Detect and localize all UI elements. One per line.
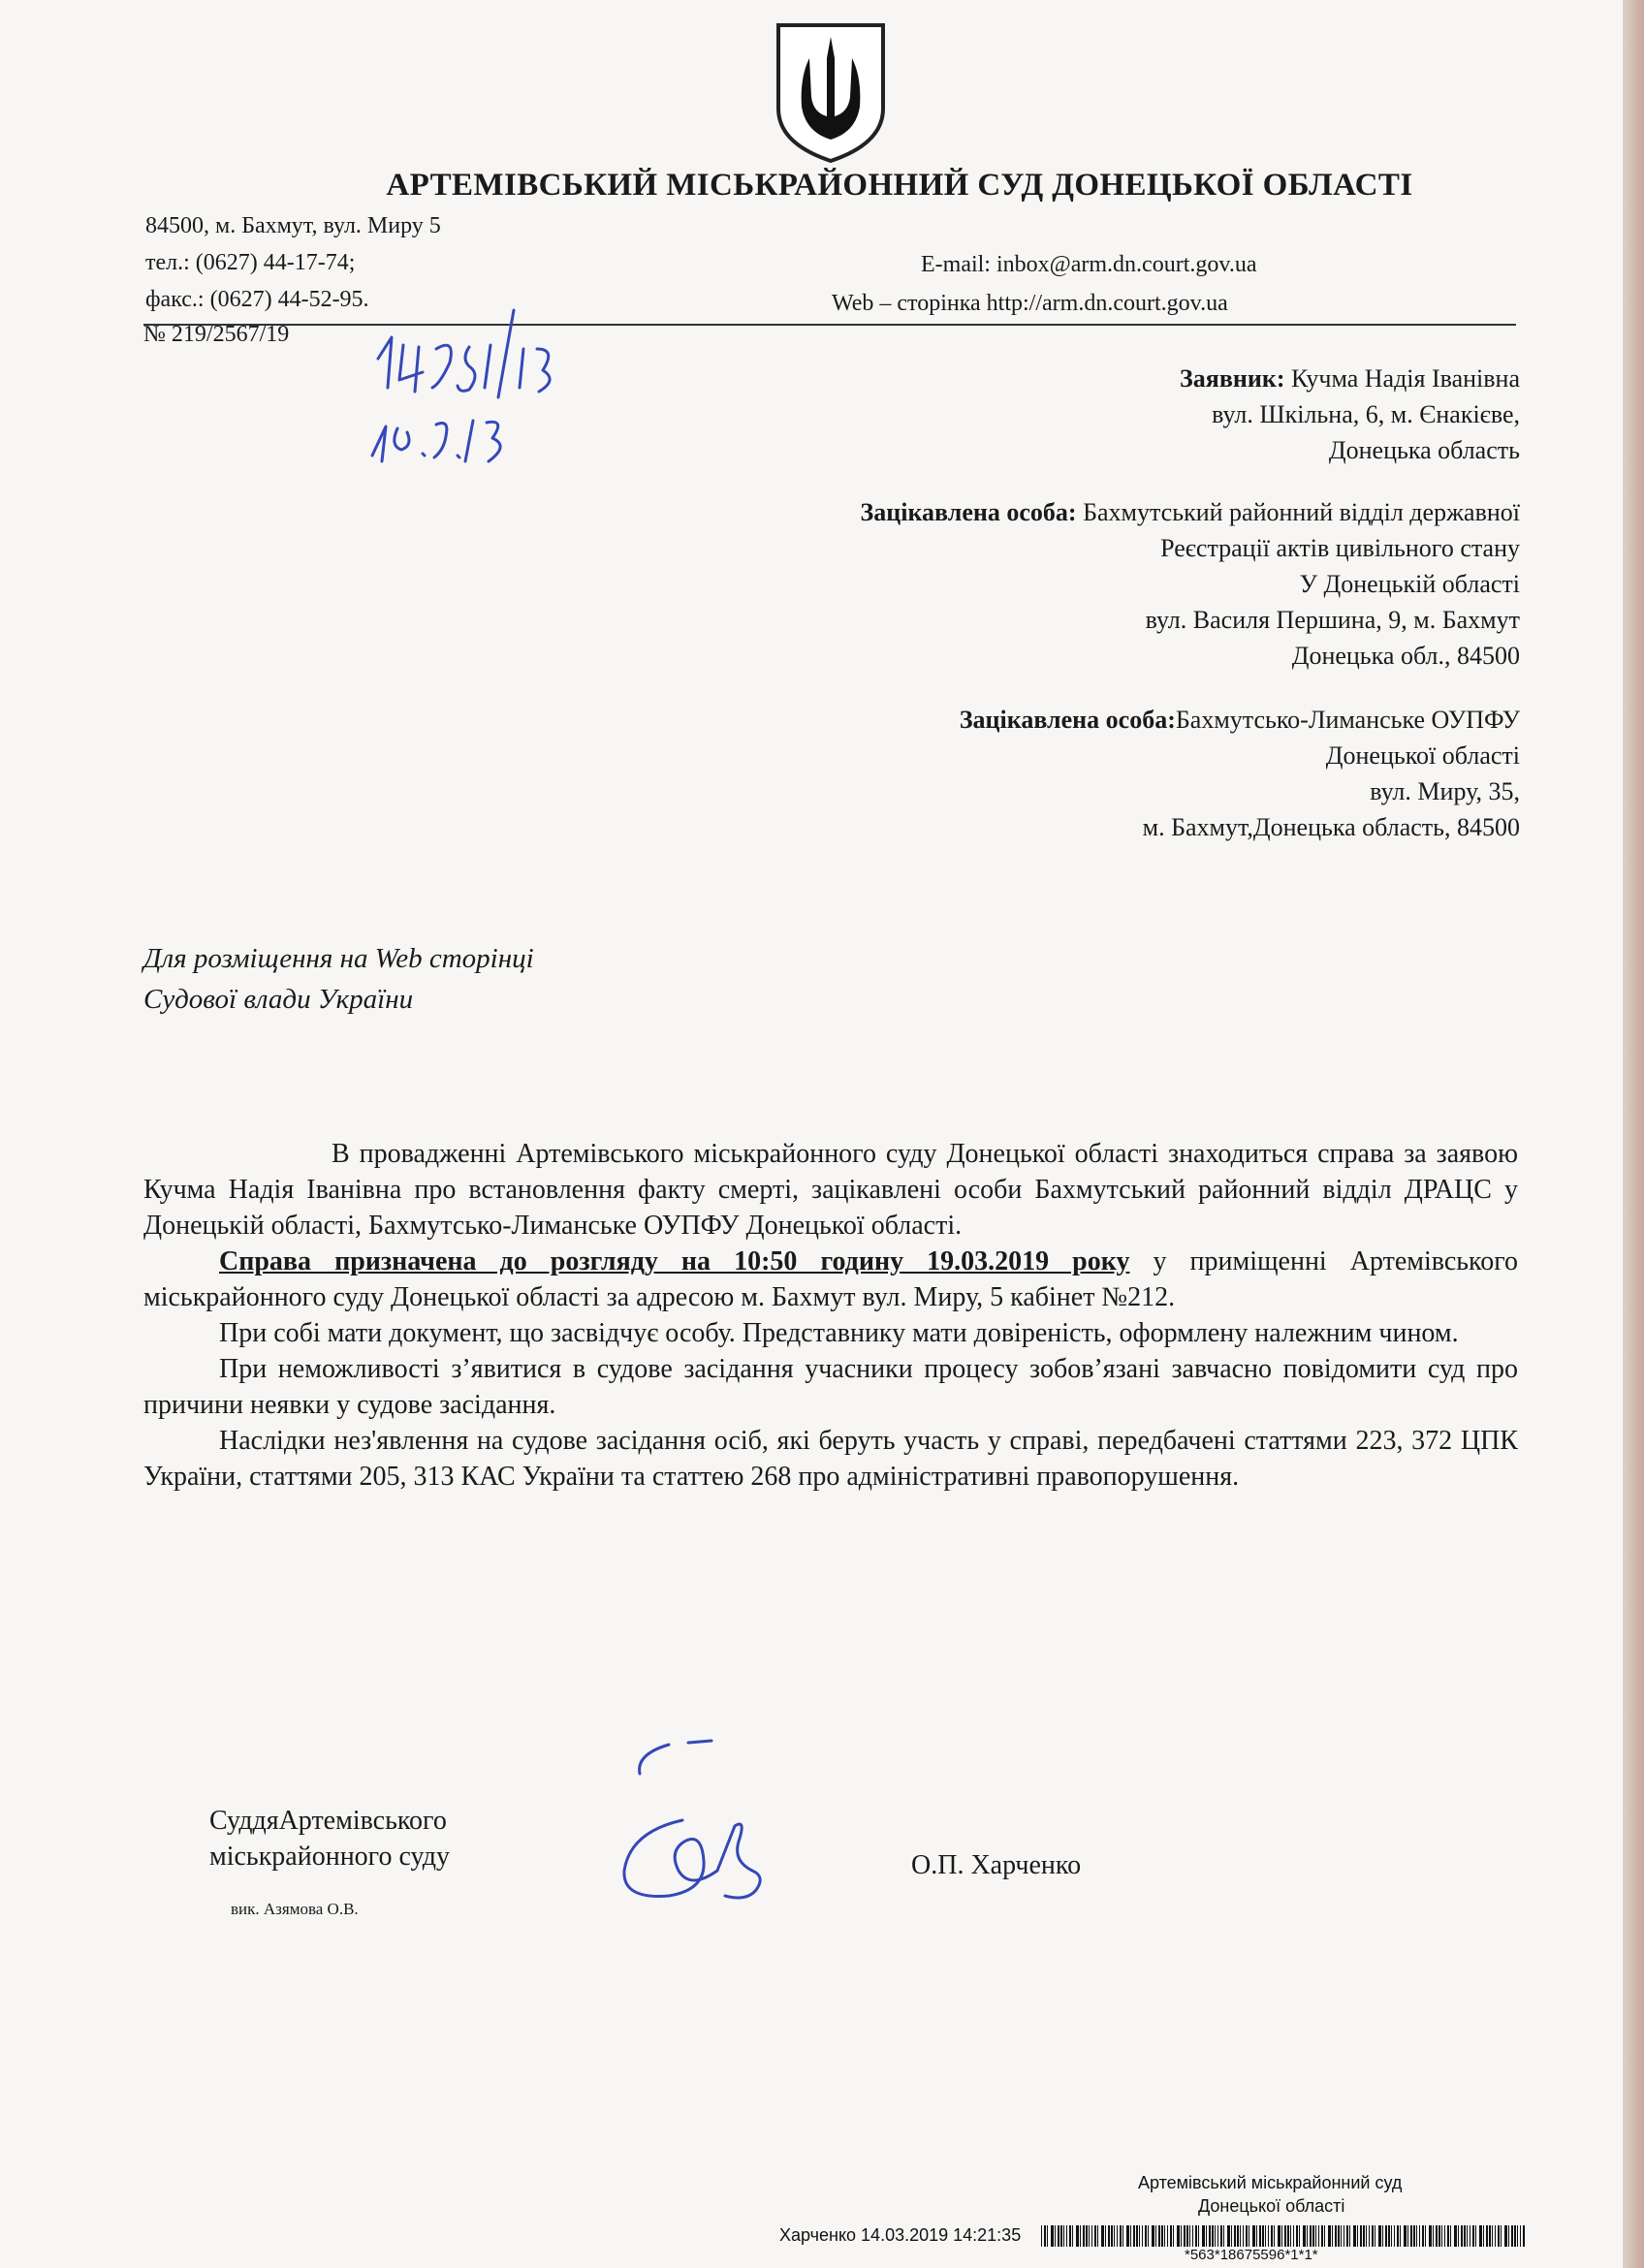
body-paragraph-3: При собі мати документ, що засвідчує особу. Представнику мати довіреність, оформлену належним чином. [219,1318,1459,1348]
interested-1-line4: вул. Василя Першина, 9, м. Бахмут [1145,606,1520,634]
page-edge [1623,0,1644,2268]
court-phone: тел.: (0627) 44-17-74; [145,250,356,275]
judge-signature [611,1725,824,1919]
applicant-region: Донецька область [1328,436,1520,464]
stamp-court-line2: Донецької області [1198,2196,1345,2216]
interested-1-name: Бахмутський районний відділ державної [1083,498,1520,526]
interested-2-line3: вул. Миру, 35, [1370,777,1520,805]
applicant-label: Заявник: [1180,364,1285,393]
placement-note [143,938,534,1020]
judge-name: О.П. Харченко [911,1850,1082,1880]
court-website: Web – сторінка http://arm.dn.court.gov.ua [832,291,1228,316]
body-paragraph-2 [143,1244,1518,1315]
body-paragraph-5: Наслідки нез'явлення на судове засідання осіб, які беруть участь у справі, передбачені статтями 223, 372 ЦПК України, статтями 205, 313 КАС України та статтею 268 про адміністративні правопорушення. [143,1426,1518,1492]
interested-2-line1 [775,702,1520,738]
interested-2-name: Бахмутсько-Лиманське ОУПФУ [1175,706,1520,734]
hearing-date-highlight: Справа призначена до розгляду на 10:50 годину 19.03.2019 року [219,1246,1130,1276]
body-paragraph-1: В провадженні Артемівського міськрайонного суду Донецької області знаходиться справа за заявою Кучма Надія Іванівна про встановлення факту смерті, зацікавлені особи Бахмутський районний відділ ДРАЦС у Донецькій області, Бахмутсько-Лиманське ОУПФУ Донецької області. [143,1139,1518,1241]
stamp-signer-time: Харченко 14.03.2019 14:21:35 [779,2225,1022,2245]
interested-2-line2: Донецької області [1325,741,1520,770]
handwritten-registration-mark [368,291,562,465]
interested-1-line3: У Донецькій області [1299,570,1520,598]
applicant-block [872,361,1520,468]
notice-body [143,1136,1518,1495]
judge-title-line2: міськрайонного суду [209,1842,451,1872]
case-number: № 219/2567/19 [143,322,290,347]
applicant-line1 [872,361,1520,396]
executor-note: вик. Азямова О.В. [231,1900,359,1918]
barcode-text: *563*18675596*1*1* [1185,2247,1318,2263]
interested-1-line1 [679,494,1520,530]
interested-2-line4: м. Бахмут,Донецька область, 84500 [1142,813,1520,841]
interested-1-line5: Донецька обл., 84500 [1291,642,1520,670]
placement-note-line2: Судової влади України [143,984,414,1015]
applicant-name: Кучма Надія Іванівна [1290,364,1520,393]
interested-party-1 [679,494,1520,674]
barcode [1041,2225,1528,2247]
court-title: АРТЕМІВСЬКИЙ МІСЬКРАЙОННИЙ СУД ДОНЕЦЬКОЇ ОБЛАСТІ [386,168,1413,203]
hearing-location: у приміщенні Артемівського міськрайонного суду Донецької області за адресою м. Бахмут вул. Миру, 5 кабінет №212. [143,1246,1518,1312]
coat-of-arms-icon [773,19,889,165]
stamp-court-line1: Артемівський міськрайонний суд [1138,2173,1403,2192]
judge-title-line1: СуддяАртемівського [209,1806,447,1836]
interested-1-line2: Реєстрації актів цивільного стану [1160,534,1520,562]
judge-title [209,1803,450,1874]
body-paragraph-4: При неможливості з’явитися в судове засідання учасники процесу зобов’язані завчасно повідомити суд про причини неявки у судове засідання. [143,1354,1518,1420]
applicant-street: вул. Шкільна, 6, м. Єнакієве, [1212,400,1520,428]
court-fax: факс.: (0627) 44-52-95. [145,287,369,312]
interested-party-2 [775,702,1520,845]
court-address: 84500, м. Бахмут, вул. Миру 5 [145,213,441,238]
court-email: E-mail: inbox@arm.dn.court.gov.ua [921,252,1257,277]
placement-note-line1: Для розміщення на Web сторінці [143,943,534,974]
interested-1-label: Зацікавлена особа: [860,498,1077,526]
interested-2-label: Зацікавлена особа: [959,706,1176,734]
header-divider [143,324,1516,326]
